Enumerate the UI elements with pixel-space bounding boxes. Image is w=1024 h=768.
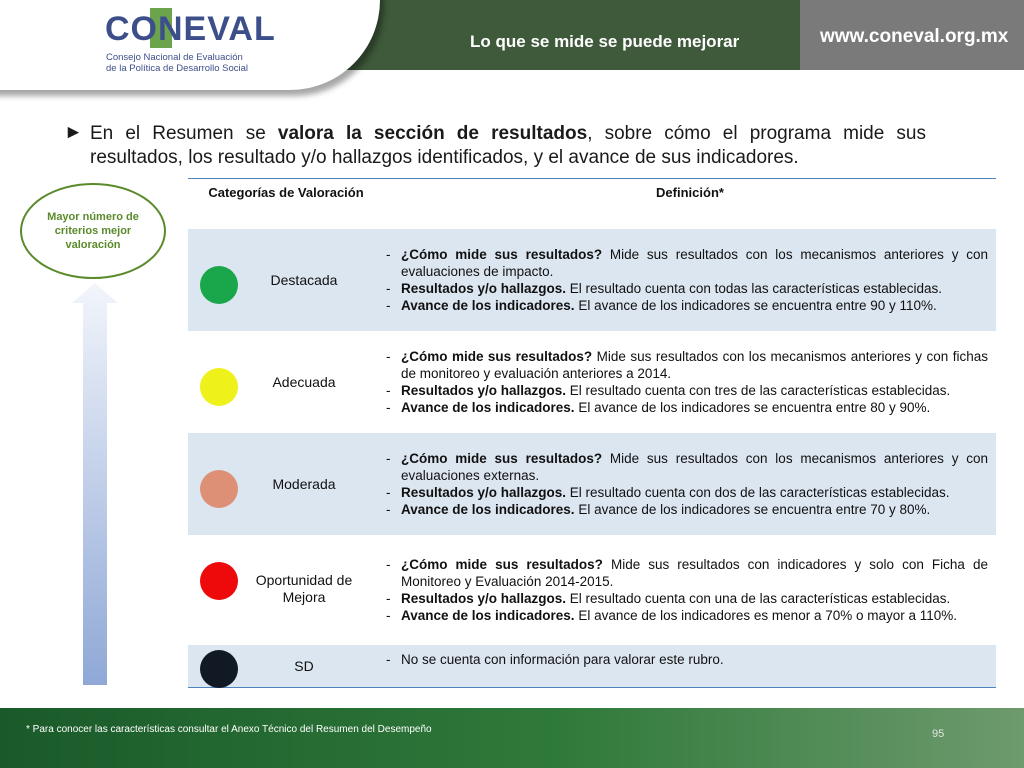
footer-band — [0, 708, 1024, 768]
definition-item: - Avance de los indicadores. El avance de los indicadores se encuentra entre 70 y 80%. — [386, 502, 931, 517]
definition-list — [386, 556, 988, 624]
header-url[interactable]: www.coneval.org.mx — [820, 26, 1009, 47]
logo-subtitle-line2: de la Política de Desarrollo Social — [106, 63, 249, 74]
header-definition: Definición* — [656, 185, 724, 200]
definition-item: - Avance de los indicadores. El avance de los indicadores es menor a 70% o mayor a 110%. — [386, 608, 958, 623]
definition-item: - Resultados y/o hallazgos. El resultado cuenta con una de las características establecidas. — [386, 591, 951, 606]
category-label: SD — [294, 658, 314, 674]
definition-item: - Resultados y/o hallazgos. El resultado cuenta con tres de las características establecidas. — [386, 383, 951, 398]
up-arrow-icon — [70, 283, 120, 685]
status-dot-black — [200, 650, 238, 688]
definition-item: - Avance de los indicadores. El avance de los indicadores se encuentra entre 80 y 90%. — [386, 400, 931, 415]
side-oval — [20, 183, 166, 279]
definition-list — [386, 450, 988, 518]
bullet-arrow-icon: ► — [64, 122, 83, 143]
status-dot-green — [200, 266, 238, 304]
header-category: Categorías de Valoración — [208, 185, 364, 200]
table-row-destacada — [188, 229, 996, 331]
intro-bold: valora la sección de resultados — [277, 123, 588, 144]
footer-note: * Para conocer las características consultar el Anexo Técnico del Resumen del Desempeño — [26, 724, 432, 735]
definition-list — [386, 651, 988, 668]
page-number: 95 — [932, 728, 945, 740]
definition-item: - Resultados y/o hallazgos. El resultado cuenta con dos de las características establecidas. — [386, 485, 950, 500]
category-label: Adecuada — [272, 374, 336, 390]
logo-wordmark: CONEVAL — [105, 10, 276, 48]
status-dot-yellow — [200, 368, 238, 406]
intro-paragraph — [64, 122, 926, 170]
valoracion-table — [188, 178, 996, 688]
definition-list — [386, 246, 988, 314]
logo-subtitle — [106, 52, 248, 74]
table-row-moderada — [188, 433, 996, 535]
definition-item: - ¿Cómo mide sus resultados? Mide sus resultados con los mecanismos anteriores y con evaluaciones externas. — [386, 451, 988, 483]
table-header-row — [188, 178, 996, 229]
definition-item: - ¿Cómo mide sus resultados? Mide sus resultados con los mecanismos anteriores y con fichas de monitoreo y evaluación anteriores a 2014. — [386, 349, 988, 381]
category-label: Destacada — [270, 272, 338, 288]
definition-item: - Resultados y/o hallazgos. El resultado cuenta con todas las características establecidas. — [386, 281, 942, 296]
category-label: Moderada — [272, 476, 336, 492]
table-row-oportunidad — [188, 535, 996, 645]
intro-part1: En el Resumen se — [90, 123, 278, 144]
header-slogan: Lo que se mide se puede mejorar — [470, 32, 740, 51]
definition-item: - No se cuenta con información para valorar este rubro. — [386, 652, 724, 667]
status-dot-red — [200, 562, 238, 600]
table-row-adecuada — [188, 331, 996, 433]
table-row-sd — [188, 645, 996, 688]
definition-list — [386, 348, 988, 416]
definition-item: - ¿Cómo mide sus resultados? Mide sus resultados con los mecanismos anteriores y con evaluaciones de impacto. — [386, 247, 988, 279]
status-dot-orange — [200, 470, 238, 508]
definition-item: - ¿Cómo mide sus resultados? Mide sus resultados con indicadores y solo con Ficha de Monitoreo y Evaluación 2014-2015. — [386, 557, 988, 589]
category-label: Oportunidad de Mejora — [255, 572, 353, 605]
intro-part2: , sobre cómo el programa mide sus resultados, los resultado y/o hallazgos identificados, y el avance de sus indicadores. — [90, 123, 926, 168]
logo-subtitle-line1: Consejo Nacional de Evaluación — [106, 52, 243, 63]
definition-item: - Avance de los indicadores. El avance de los indicadores se encuentra entre 90 y 110%. — [386, 298, 937, 313]
side-oval-label: Mayor número de criterios mejor valoración — [47, 211, 139, 251]
